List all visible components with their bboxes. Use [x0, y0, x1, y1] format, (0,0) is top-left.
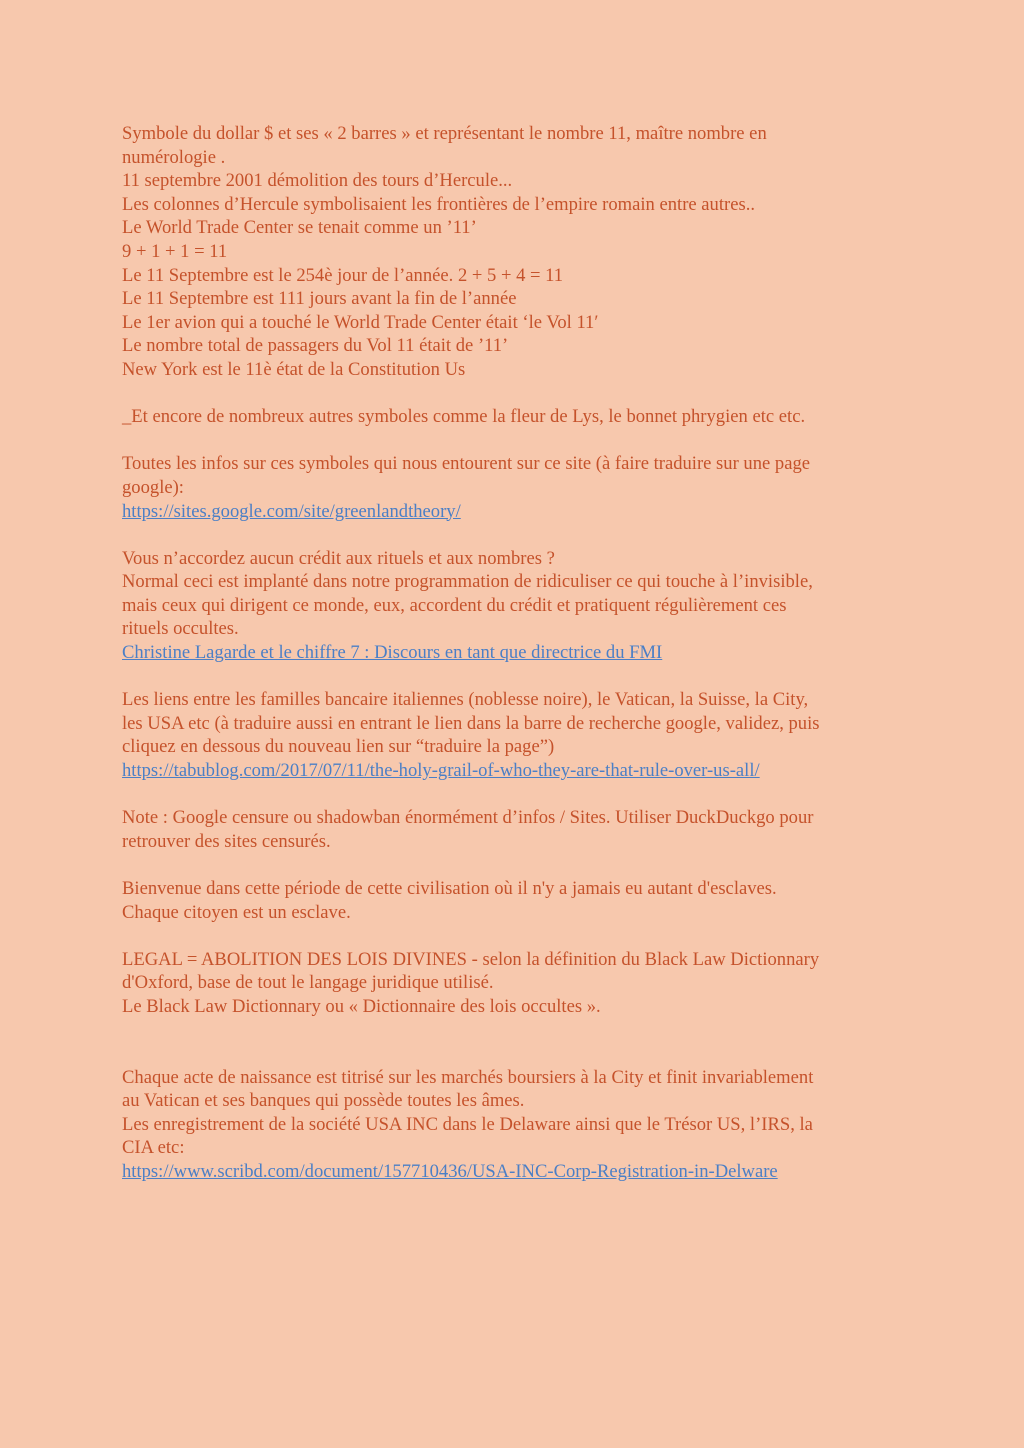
text-line: 11 septembre 2001 démolition des tours d’Hercule...: [122, 170, 513, 192]
tabublog-link[interactable]: https://tabublog.com/2017/07/11/the-holy-grail-of-who-they-are-that-rule-over-us-all/: [122, 760, 760, 782]
text-line: Le 1er avion qui a touché le World Trade Center était ‘le Vol 11′: [122, 311, 599, 333]
text-line: cliquez en dessous du nouveau lien sur “traduire la page”): [122, 736, 555, 758]
paragraph-slavery: [122, 877, 912, 924]
text-line: Symbole du dollar $ et ses « 2 barres » et représentant le nombre 11, maître nombre en: [122, 123, 767, 144]
paragraph-site-info: [122, 452, 912, 523]
text-line: Le 11 Septembre est le 254è jour de l’année. 2 + 5 + 4 = 11: [122, 264, 564, 286]
text-line: 9 + 1 + 1 = 11: [122, 240, 228, 262]
text-line: Le nombre total de passagers du Vol 11 était de ’11’: [122, 335, 509, 357]
text-line: Le World Trade Center se tenait comme un ’11’: [122, 217, 477, 239]
text-line: CIA etc:: [122, 1137, 185, 1159]
text-line: retrouver des sites censurés.: [122, 830, 331, 852]
text-line: Le 11 Septembre est 111 jours avant la fin de l’année: [122, 288, 517, 310]
text-line: Vous n’accordez aucun crédit aux rituels et aux nombres ?: [122, 547, 555, 569]
text-line: au Vatican et ses banques qui possède toutes les âmes.: [122, 1090, 525, 1112]
greenlandtheory-link[interactable]: https://sites.google.com/site/greenlandtheory/: [122, 500, 461, 522]
text-line: Normal ceci est implanté dans notre programmation de ridiculiser ce qui touche à l’invisible,: [122, 571, 813, 593]
text-line: mais ceux qui dirigent ce monde, eux, accordent du crédit et pratiquent régulièrement ces: [122, 594, 787, 616]
text-line: Les liens entre les familles bancaire italiennes (noblesse noire), le Vatican, la Suisse, la City,: [122, 689, 809, 711]
text-line: Le Black Law Dictionnary ou « Dictionnaire des lois occultes ».: [122, 995, 601, 1017]
text-line: numérologie .: [122, 146, 226, 168]
text-line: les USA etc (à traduire aussi en entrant le lien dans la barre de recherche google, validez, puis: [122, 712, 820, 734]
text-line: Chaque citoyen est un esclave.: [122, 901, 351, 923]
text-line: Toutes les infos sur ces symboles qui nous entourent sur ce site (à faire traduire sur une page: [122, 453, 811, 475]
text-line: google):: [122, 476, 184, 498]
paragraph-legal: [122, 948, 912, 1019]
paragraph-symbols: [122, 405, 912, 429]
scribd-link[interactable]: https://www.scribd.com/document/157710436/USA-INC-Corp-Registration-in-Delware: [122, 1160, 778, 1182]
paragraph-numerology: [122, 122, 912, 382]
paragraph-banking-families: [122, 688, 912, 782]
text-line: New York est le 11è état de la Constitution Us: [122, 358, 466, 380]
paragraph-birth-certificate: [122, 1066, 912, 1184]
text-line: Bienvenue dans cette période de cette civilisation où il n'y a jamais eu autant d'esclaves.: [122, 878, 777, 899]
text-line: Les colonnes d’Hercule symbolisaient les frontières de l’empire romain entre autres..: [122, 193, 755, 215]
lagarde-link[interactable]: Christine Lagarde et le chiffre 7 : Discours en tant que directrice du FMI: [122, 642, 663, 664]
paragraph-google-note: [122, 806, 912, 853]
paragraph-rituals: [122, 547, 912, 665]
document-page: [122, 122, 912, 1207]
text-line: rituels occultes.: [122, 618, 239, 640]
text-line: Les enregistrement de la société USA INC dans le Delaware ainsi que le Trésor US, l’IRS, la: [122, 1113, 813, 1135]
text-line: _Et encore de nombreux autres symboles comme la fleur de Lys, le bonnet phrygien etc etc.: [122, 406, 806, 428]
text-line: Note : Google censure ou shadowban énormément d’infos / Sites. Utiliser DuckDuckgo pour: [122, 807, 814, 829]
text-line: d'Oxford, base de tout le langage juridique utilisé.: [122, 972, 494, 994]
text-line: Chaque acte de naissance est titrisé sur les marchés boursiers à la City et finit invariablement: [122, 1066, 814, 1088]
text-line: LEGAL = ABOLITION DES LOIS DIVINES - selon la définition du Black Law Dictionnary: [122, 948, 820, 970]
